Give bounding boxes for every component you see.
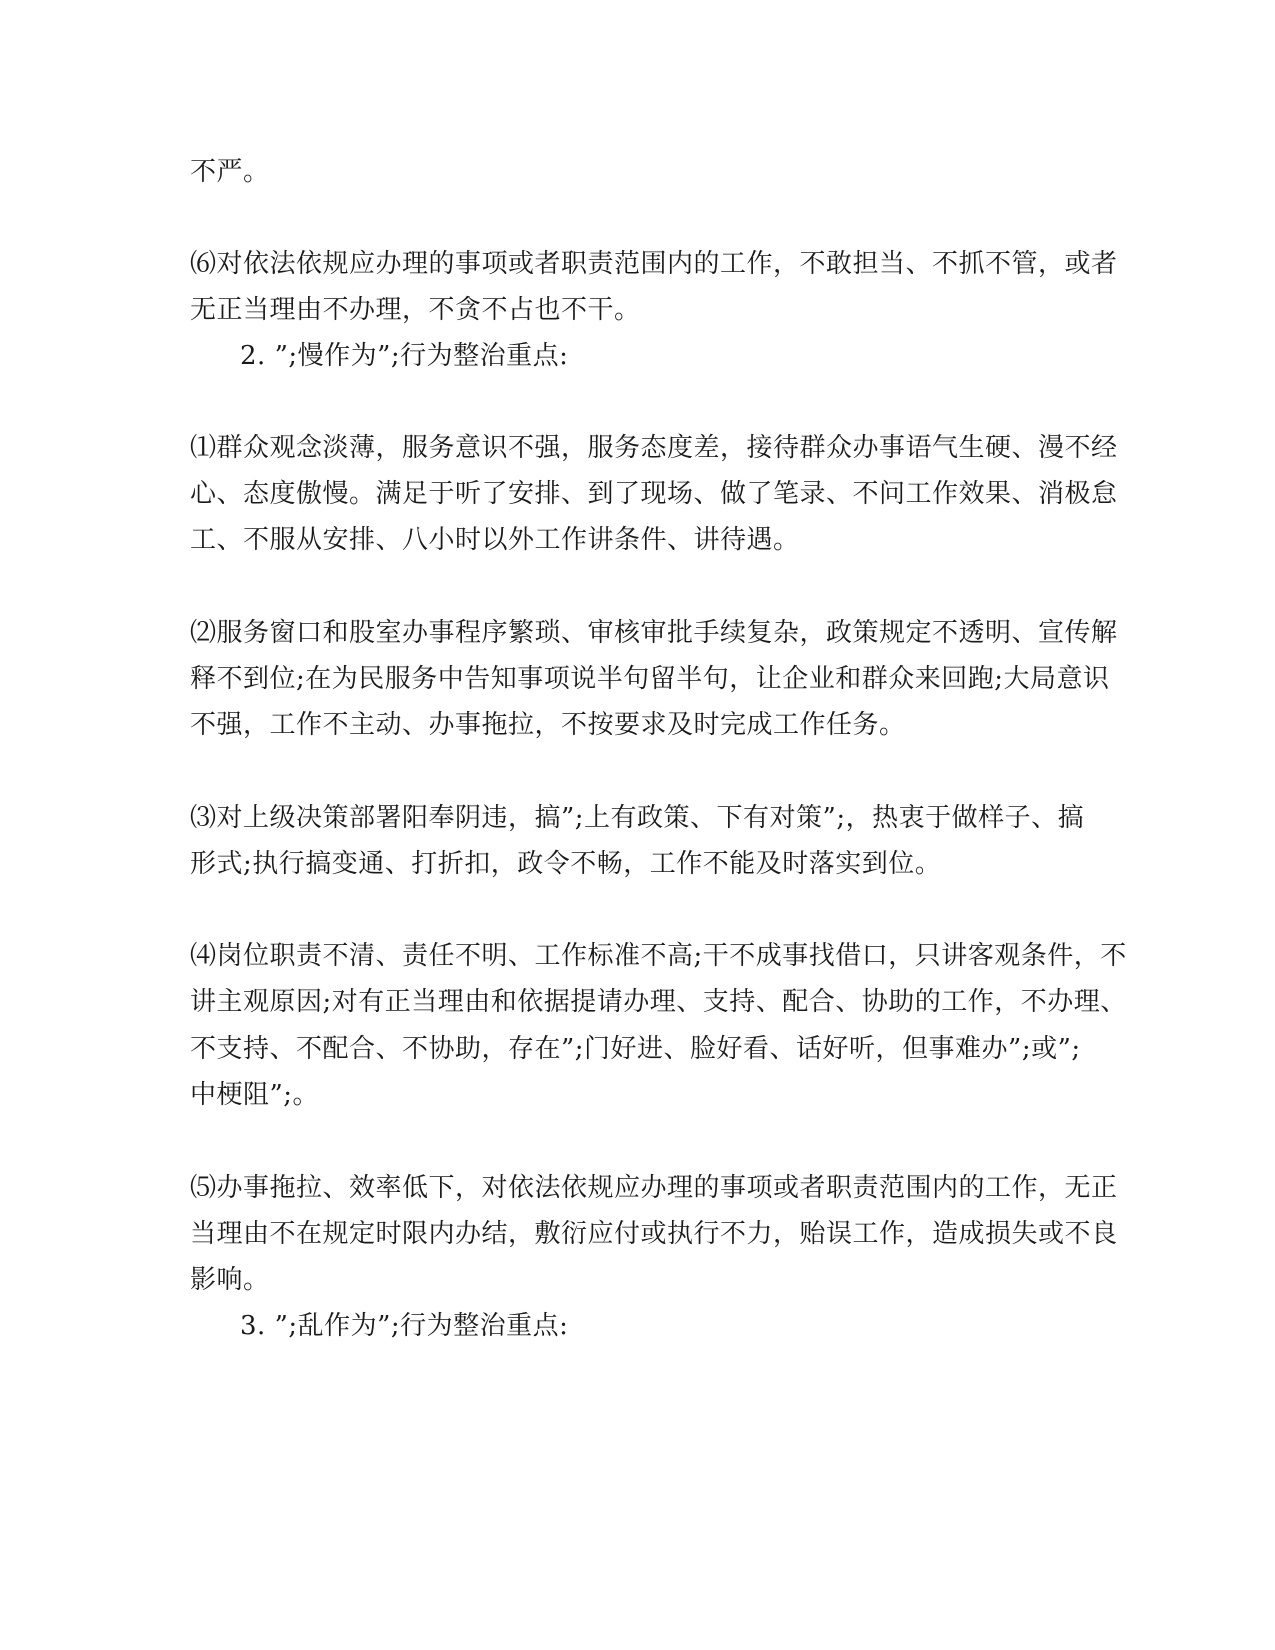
text-line: 影响。 <box>190 1265 270 1295</box>
text-line: ⑸办事拖拉、效率低下，对依法依规应办理的事项或者职责范围内的工作，无正 <box>190 1173 1118 1203</box>
section-heading: 3. ”;乱作为”;行为整治重点: <box>240 1311 569 1341</box>
text-line: ⑶对上级决策部署阳奉阴违，搞”;上有政策、下有对策”;，热衷于做样子、搞 <box>190 803 1085 833</box>
text-line: 无正当理由不办理，不贪不占也不干。 <box>190 295 641 325</box>
text-line: 工、不服从安排、八小时以外工作讲条件、讲待遇。 <box>190 525 800 555</box>
text-line: 释不到位;在为民服务中告知事项说半句留半句，让企业和群众来回跑;大局意识 <box>190 664 1110 694</box>
text-line: 形式;执行搞变通、打折扣，政令不畅，工作不能及时落实到位。 <box>190 849 942 879</box>
text-line: 不严。 <box>190 157 270 187</box>
text-line: ⑷岗位职责不清、责任不明、工作标准不高;干不成事找借口，只讲客观条件，不 <box>190 941 1127 971</box>
text-line: 不支持、不配合、不协助，存在”;门好进、脸好看、话好听，但事难办”;或”; <box>190 1034 1081 1064</box>
text-line: 心、态度傲慢。满足于听了安排、到了现场、做了笔录、不问工作效果、消极怠 <box>190 479 1118 509</box>
text-line: ⑴群众观念淡薄，服务意识不强，服务态度差，接待群众办事语气生硬、漫不经 <box>190 433 1118 463</box>
text-line: 中梗阻”;。 <box>190 1080 320 1110</box>
text-line: 当理由不在规定时限内办结，敷衍应付或执行不力，贻误工作，造成损失或不良 <box>190 1219 1118 1249</box>
section-heading: 2. ”;慢作为”;行为整治重点: <box>240 341 569 371</box>
text-line: 不强，工作不主动、办事拖拉，不按要求及时完成工作任务。 <box>190 710 906 740</box>
text-line: 讲主观原因;对有正当理由和依据提请办理、支持、配合、协助的工作，不办理、 <box>190 987 1127 1017</box>
text-line: ⑹对依法依规应办理的事项或者职责范围内的工作，不敢担当、不抓不管，或者 <box>190 249 1118 279</box>
text-line: ⑵服务窗口和股室办事程序繁琐、审核审批手续复杂，政策规定不透明、宣传解 <box>190 618 1118 648</box>
